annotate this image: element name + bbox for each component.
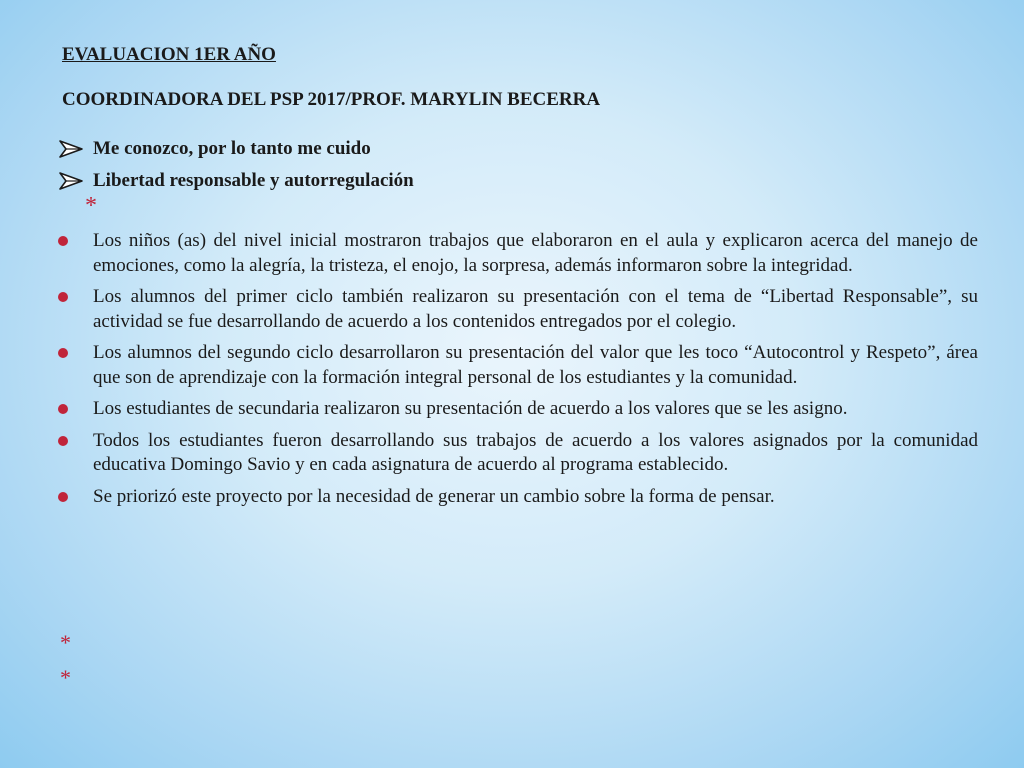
arrow-list-text: Me conozco, por lo tanto me cuido <box>93 138 371 159</box>
dot-bullet-icon <box>58 292 68 302</box>
bullet-text: Los niños (as) del nivel inicial mostraron trabajos que elaboraron en el aula y explicaron acerca del manejo de emociones, como la alegría, la tristeza, el enojo, la sorpresa, además informaron sobre la integridad. <box>93 230 978 276</box>
bullet-item <box>58 485 978 510</box>
bullet-text: Todos los estudiantes fueron desarrollando sus trabajos de acuerdo a los valores asignados por la comunidad educativa Domingo Savio y en cada asignatura de acuerdo al programa establecido. <box>93 429 978 475</box>
bullet-text: Los estudiantes de secundaria realizaron su presentación de acuerdo a los valores que se les asigno. <box>93 398 848 419</box>
arrow-list-text: Libertad responsable y autorregulación <box>93 170 414 191</box>
asterisk-icon: * <box>60 630 71 655</box>
bullet-text: Se priorizó este proyecto por la necesidad de generar un cambio sobre la forma de pensar. <box>93 485 775 507</box>
bullet-text: Los alumnos del primer ciclo también realizaron su presentación con el tema de “Libertad Responsable”, su actividad se fue desarrollando de acuerdo a los contenidos entregados por el colegio. <box>93 286 978 332</box>
bullet-item <box>58 429 978 478</box>
asterisk-icon: * <box>60 665 71 690</box>
arrow-list <box>58 133 414 197</box>
bullet-text: Los alumnos del segundo ciclo desarrollaron su presentación del valor que les toco “Autocontrol y Respeto”, área que son de aprendizaje con la formación integral personal de los estudiantes y la comunidad. <box>93 342 978 388</box>
arrow-list-item <box>58 165 414 197</box>
dot-bullet-icon <box>58 236 68 246</box>
bullet-item <box>58 229 978 278</box>
dot-bullet-icon <box>58 404 68 414</box>
dot-bullet-icon <box>58 436 68 446</box>
bullet-item <box>58 285 978 334</box>
arrow-bullet-icon <box>58 171 84 191</box>
evaluation-title: EVALUACION 1ER AÑO <box>62 44 276 65</box>
asterisk-icon: * <box>85 193 97 219</box>
bullet-item <box>58 341 978 390</box>
dot-bullet-icon <box>58 492 68 502</box>
bullet-item <box>58 397 978 422</box>
bullet-list <box>58 229 978 516</box>
coordinator-title: COORDINADORA DEL PSP 2017/PROF. MARYLIN BECERRA <box>62 89 601 110</box>
arrow-list-item <box>58 133 414 165</box>
arrow-bullet-icon <box>58 139 84 159</box>
dot-bullet-icon <box>58 348 68 358</box>
